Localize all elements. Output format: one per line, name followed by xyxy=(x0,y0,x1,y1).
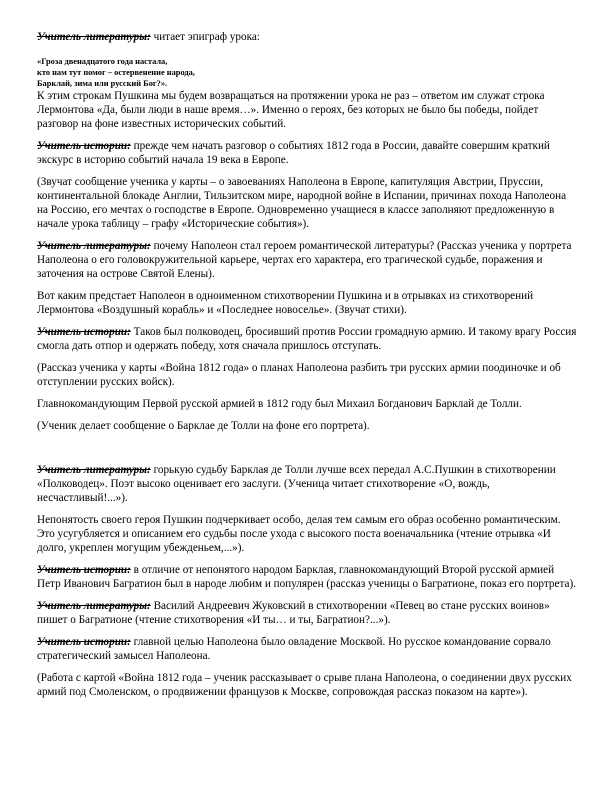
paragraph-literature-barclay xyxy=(37,463,577,505)
paragraph-literature-epigraph-intro xyxy=(37,30,577,44)
document-page xyxy=(37,30,577,707)
paragraph-pushkin-lines: К этим строкам Пушкина мы будем возвращаться на протяжении урока не раз – ответом им служат строка Лермонтова «Да, были люди в наше время…». Именно о героях, без которых не было бы победы, пойдет разговор на фоне известных исторических событий. xyxy=(37,90,545,130)
paragraph-text: Василий Андреевич Жуковский в стихотворении «Певец во стане русских воинов» пишет о Багратионе (чтение стихотворения «И ты… и ты, Багратион?...»). xyxy=(37,600,550,626)
paragraph-napoleon-poems: Вот каким предстает Наполеон в одноименном стихотворении Пушкина и в отрывках из стихотворений Лермонтова «Воздушный корабль» и «Последнее новоселье». (Звучат стихи). xyxy=(37,290,534,316)
paragraph-history-moscow xyxy=(37,635,577,663)
paragraph-plans-report: (Рассказ ученика у карты «Война 1812 года» о планах Наполеона разбить три русских армии поодиночке и об отступлении русских войск). xyxy=(37,362,561,388)
paragraph-text: Таков был полководец, бросивший против России громадную армию. И такому врагу Россия смогла дать отпор и одержать победу, хотя сначала пришлось отступать. xyxy=(37,326,577,352)
paragraph-barclay-report: (Ученик делает сообщение о Барклае де Толли на фоне его портрета). xyxy=(37,420,370,432)
speaker-label: Учитель литературы: xyxy=(37,464,151,476)
epigraph-line: Барклай, зима или русский Бог?». xyxy=(37,79,168,88)
paragraph-misunderstood-hero: Непонятость своего героя Пушкин подчеркивает особо, делая тем самым его образ особенно романтическим. Это усугубляется и описанием его судьбы после ухода с высокого поста военачальника (чтение отрывка «И долго, укреплен могущим убежденьем,...»). xyxy=(37,514,561,554)
epigraph-line: кто нам тут помог – остервенение народа, xyxy=(37,68,195,77)
paragraph-text: главной целью Наполеона было овладение Москвой. Но русское командование сорвало стратегический замысел Наполеона. xyxy=(37,636,551,662)
paragraph-history-bagration xyxy=(37,563,577,591)
speaker-label: Учитель истории: xyxy=(37,636,131,648)
speaker-label: Учитель литературы: xyxy=(37,600,151,612)
speaker-label: Учитель истории: xyxy=(37,326,131,338)
speaker-label: Учитель истории: xyxy=(37,564,131,576)
speaker-label: Учитель истории: xyxy=(37,140,131,152)
paragraph-text: горькую судьбу Барклая де Толли лучше всех передал А.С.Пушкин в стихотворении «Полководец». Поэт высоко оценивает его заслуги. (Ученица читает стихотворение «О, вождь, несчастливый!...»). xyxy=(37,464,556,504)
paragraph-student-map-report: (Звучат сообщение ученика у карты – о завоеваниях Наполеона в Европе, капитуляция Австрии, Пруссии, континентальной блокаде Англии, Тильзитском мире, народной войне в Испании, причинах похода Наполеона на Россию, его мечтах о господстве в Европе. Одновременно учащиеся в классе заполняют предложенную в начале урока таблицу – графу «Исторические события»). xyxy=(37,176,567,230)
speaker-label: Учитель литературы: xyxy=(37,31,151,43)
paragraph-barclay-commander: Главнокомандующим Первой русской армией в 1812 году был Михаил Богданович Барклай де Толли. xyxy=(37,398,522,410)
paragraph-text: читает эпиграф урока: xyxy=(150,31,260,43)
paragraph-history-army xyxy=(37,325,577,353)
paragraph-text: почему Наполеон стал героем романтической литературы? (Рассказ ученика у портрета Наполеона о его головокружительной карьере, чертах его характера, его трагической судьбе, поражения и заточения на острове Святой Елены). xyxy=(37,240,572,280)
paragraph-map-work: (Работа с картой «Война 1812 года – ученик рассказывает о срыве плана Наполеона, о соединении двух русских армий под Смоленском, о продвижении французов к Москве, сопровождая рассказ показом на карте»). xyxy=(37,672,572,698)
paragraph-text: прежде чем начать разговор о событиях 1812 года в России, давайте совершим краткий экскурс в историю событий начала 19 века в Европе. xyxy=(37,140,550,166)
section-spacer xyxy=(37,441,577,463)
epigraph-line: «Гроза двенадцатого года настала, xyxy=(37,57,168,66)
paragraph-history-intro xyxy=(37,139,577,167)
paragraph-literature-zhukovsky xyxy=(37,599,577,627)
paragraph-literature-napoleon xyxy=(37,239,577,281)
paragraph-text: в отличие от непонятого народом Барклая, главнокомандующий Второй русской армией Петр Иванович Багратион был в народе любим и популярен (рассказ ученицы о Багратионе, показ его портрета). xyxy=(37,564,576,590)
epigraph xyxy=(37,56,577,89)
speaker-label: Учитель литературы: xyxy=(37,240,151,252)
